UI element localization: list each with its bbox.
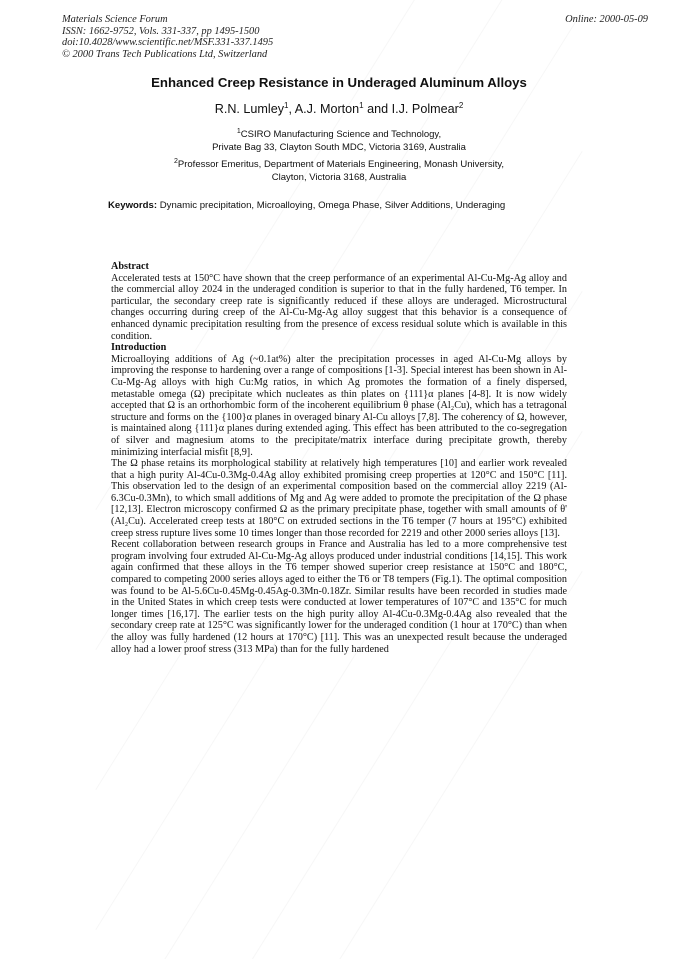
author-list (0, 101, 678, 116)
affiliation-1 (0, 125, 678, 154)
author-name: R.N. Lumley (214, 102, 285, 117)
paragraph: Microalloying additions of Ag (~0.1at%) alter the precipitation processes in aged Al-Cu-Mg alloys by improving the response to hardening over a range of compositions [1-3]. Special interest has been shown in Al-Cu-Mg-Ag alloys with high Cu:Mg ratios, in which Ag promotes the formation of a finely dispersed, metastable omega (Ω) precipitate which nucleates as thin plates on {111}α planes [4-8]. It is now widely accepted that Ω is an orthorhombic form of the incoherent equilibrium θ phase (Al₂Cu), which has a tetragonal structure and forms on the {100}α planes in overaged binary Al-Cu alloys [7,8]. The coherency of Ω, however, is maintained along {111}α planes during extended aging. This effect has been attributed to the co-segregation of silver and magnesium atoms to the precipitate/matrix interface during precipitate growth, thereby minimizing interfacial misfit [8,9]. (111, 353, 567, 458)
keywords (108, 200, 648, 211)
abstract-heading: Abstract (111, 261, 149, 272)
online-date: Online: 2000-05-09 (565, 14, 648, 25)
affiliation-line: Clayton, Victoria 3168, Australia (271, 172, 407, 184)
doi-line[interactable]: doi:10.4028/www.scientific.net/MSF.331-337.1495 (62, 37, 274, 49)
keywords-text: Dynamic precipitation, Microalloying, Omega Phase, Silver Additions, Underaging (157, 200, 506, 211)
author-affil-mark: 2 (458, 101, 464, 110)
paper-body (111, 261, 567, 655)
abstract-text: Accelerated tests at 150°C have shown that the creep performance of an experimental Al-Cu-Mg-Ag alloy and the commercial alloy 2024 in the underaged condition is superior to that in the fully hardened, T6 temper. In particular, the secondary creep rate is significantly reduced if these alloys are underaged. Microstructural changes occurring during creep of the Al-Cu-Mg-Ag alloy suggest that this behavior is a consequence of enhanced dynamic precipitation resulting from the presence of excess residual solute which is available in this condition. (111, 272, 567, 342)
issn-line: ISSN: 1662-9752, Vols. 331-337, pp 1495-1500 (62, 25, 260, 37)
paragraph: The Ω phase retains its morphological stability at relatively high temperatures [10] and earlier work revealed that a high purity Al-4Cu-0.3Mg-0.4Ag alloy exhibited promising creep properties at 120°C and 150°C [11]. This observation led to the design of an experimental composition based on the commercial alloy 2219 (Al-6.3Cu-0.3Mn), to which small additions of Mg and Ag were added to promote the precipitation of the Ω phase [12,13]. Electron microscopy confirmed Ω as the primary precipitate phase, together with small amounts of θ' (Al₂Cu). Accelerated creep tests at 180°C on extruded sections in the T6 temper (7 hours at 195°C) exhibited creep stress rupture lives some 10 times longer than those recorded for 2219 and other 2000 series alloys [13]. (111, 458, 567, 539)
paper-title: Enhanced Creep Resistance in Underaged Aluminum Alloys (151, 75, 527, 90)
affiliation-line: CSIRO Manufacturing Science and Technology, (240, 129, 442, 141)
introduction-heading: Introduction (111, 342, 167, 354)
affiliation-2 (0, 155, 678, 184)
author-affil-mark: 1 (284, 101, 289, 110)
affiliation-mark: 2 (173, 158, 178, 165)
affiliation-mark: 1 (236, 128, 241, 135)
author-name: , A.J. Morton (288, 102, 360, 117)
journal-name: Materials Science Forum (62, 14, 168, 25)
affiliation-line: Professor Emeritus, Department of Materials Engineering, Monash University, (177, 159, 505, 171)
journal-header (62, 14, 648, 60)
author-affil-mark: 1 (359, 101, 364, 110)
keywords-label: Keywords: (108, 200, 158, 211)
paragraph: Recent collaboration between research groups in France and Australia has led to a more comprehensive test program involving four extruded Al-Cu-Mg-Ag alloys produced under industrial conditions [14,15]. This work again confirmed that these alloys in the T6 temper showed superior creep resistance at 150°C and 180°C, compared to competing 2000 series alloys aged to either the T6 or T8 tempers (Fig.1). The optimal composition was found to be Al-5.6Cu-0.45Mg-0.45Ag-0.3Mn-0.18Zr. Similar results have been recorded in studies made in the United States in which creep tests were conducted at lower temperatures of 107°C and 135°C for much longer times [16,17]. The earlier tests on the high purity alloy Al-4Cu-0.3Mg-0.4Ag also revealed that the secondary creep rate at 125°C was significantly lower for the underaged condition (1 hour at 170°C) than when the alloy was fully hardened (12 hours at 170°C) [11]. This was an unexpected result because the underaged alloy had a lower proof stress (313 MPa) than for the fully hardened (111, 539, 567, 655)
affiliation-line: Private Bag 33, Clayton South MDC, Victoria 3169, Australia (212, 142, 466, 154)
copyright-line: © 2000 Trans Tech Publications Ltd, Switzerland (62, 48, 268, 60)
author-name: and I.J. Polmear (363, 102, 459, 117)
